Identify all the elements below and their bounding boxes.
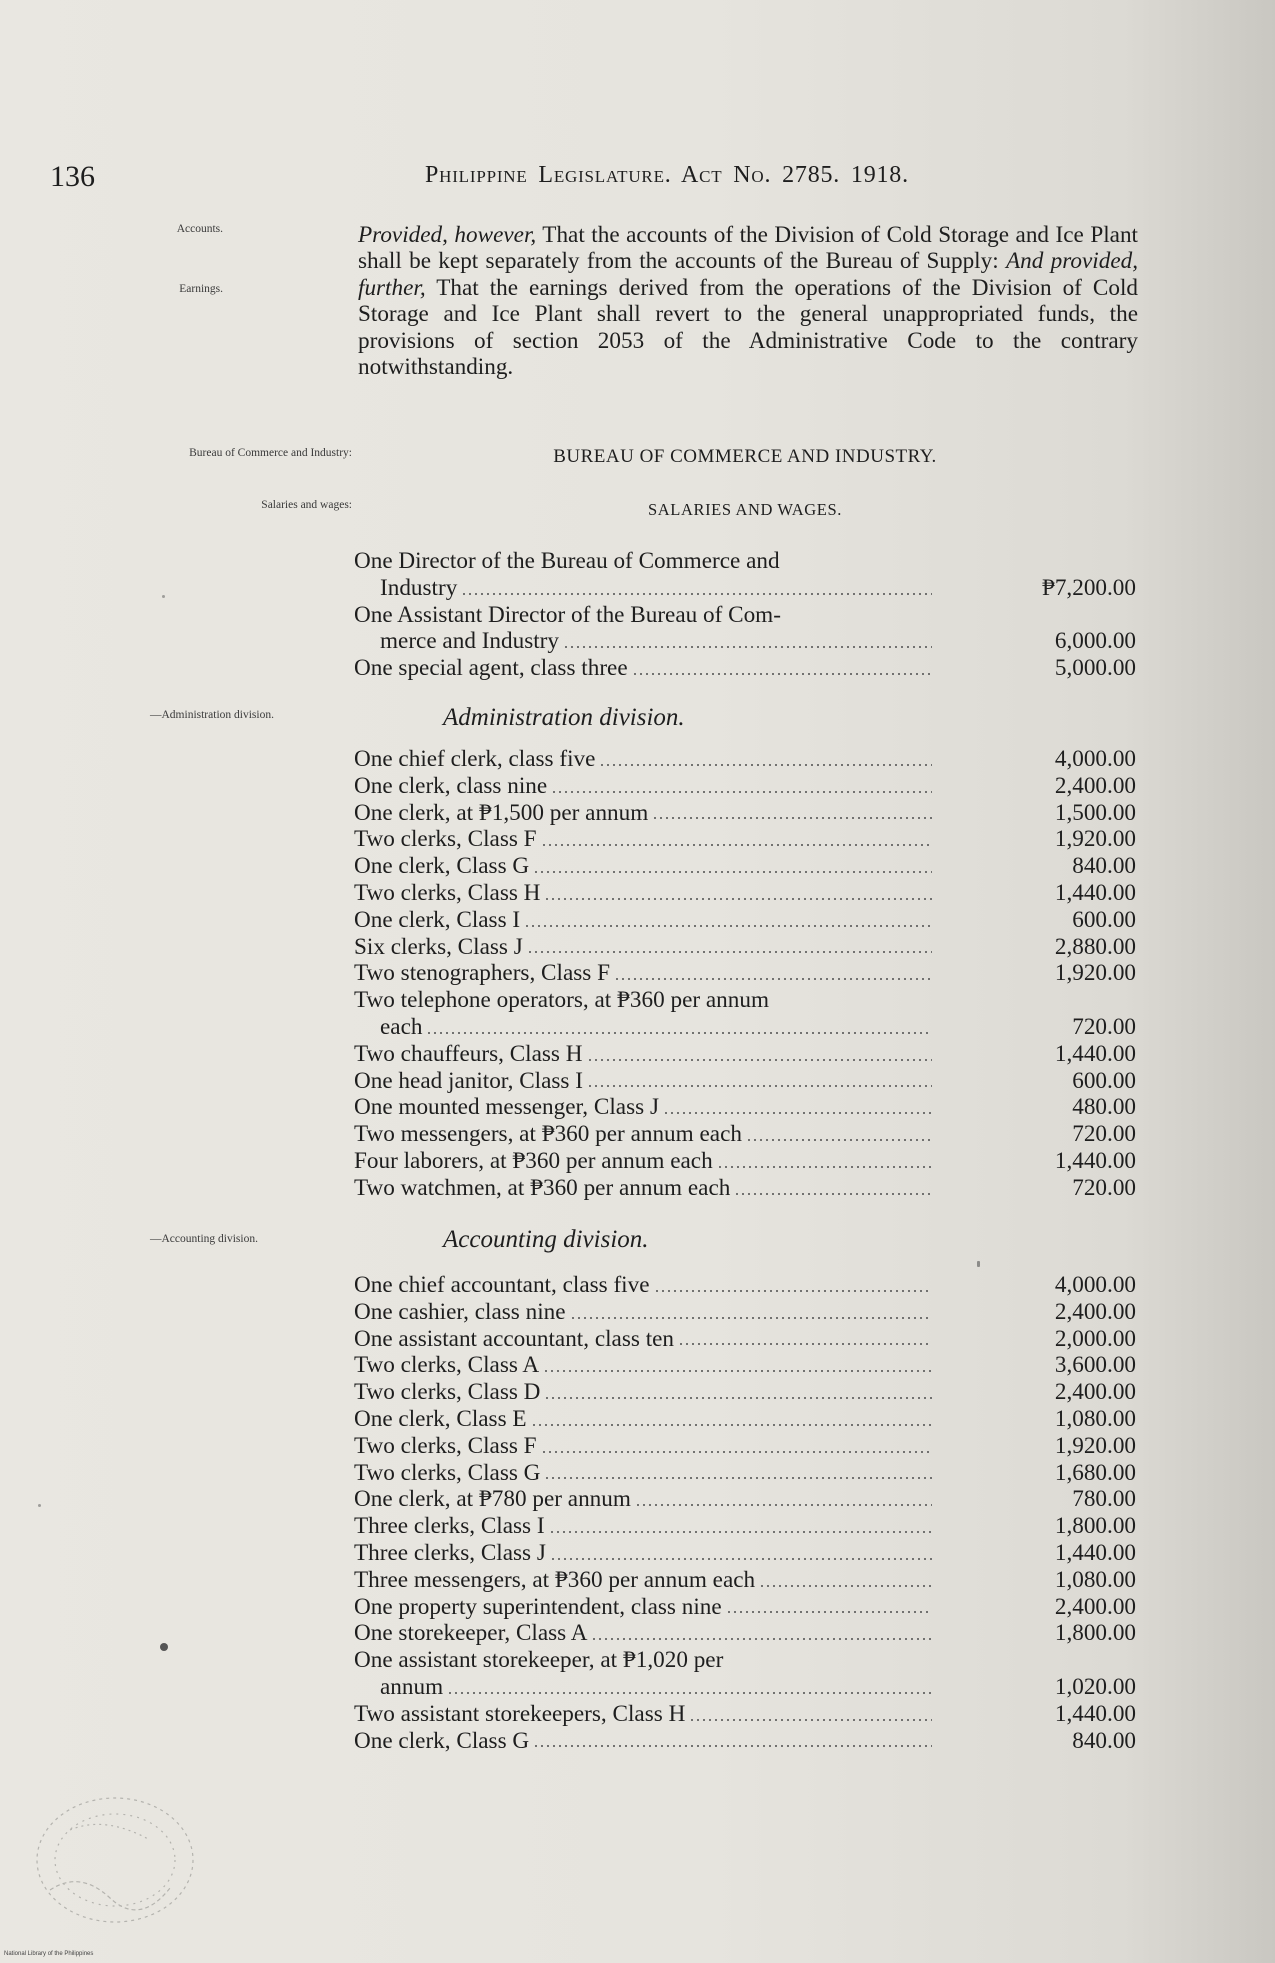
dot-leader: [543, 1368, 932, 1374]
dot-leader: [533, 1743, 932, 1749]
line-item-description: [354, 1094, 932, 1121]
line-item-amount: 1,500.00: [1054, 799, 1136, 826]
line-item-amount: 1,920.00: [1054, 1432, 1136, 1459]
margin-note-accounts: Accounts.: [176, 223, 223, 235]
dot-leader: [447, 1690, 932, 1696]
line-item: [354, 1728, 1136, 1755]
dot-leader: [541, 1449, 932, 1455]
accounting-items-list: [354, 1272, 1136, 1754]
line-item-amount: 1,440.00: [1054, 1040, 1136, 1067]
line-item-description: [354, 1379, 932, 1406]
line-item-amount: ₱7,200.00: [1041, 574, 1136, 601]
source-footer: National Library of the Philippines: [4, 1951, 94, 1957]
line-item: [354, 960, 1136, 987]
description-line-1: One clerk, class nine: [354, 773, 547, 800]
dot-leader: [717, 1164, 932, 1170]
description-line-2: merce and Industry: [354, 628, 559, 655]
line-item-description: [354, 826, 932, 853]
dot-leader: [544, 896, 932, 902]
line-item: [354, 773, 1136, 800]
line-item-amount: 2,000.00: [1054, 1325, 1136, 1352]
line-item: [354, 1175, 1136, 1202]
margin-note-accounting: —Accounting division.: [150, 1233, 258, 1245]
line-item-amount: 1,080.00: [1054, 1566, 1136, 1593]
line-item: [354, 1647, 1136, 1701]
dot-leader: [544, 1395, 932, 1401]
admin-division-title: Administration division.: [443, 704, 685, 731]
ink-speck: [160, 1643, 168, 1651]
description-line-1: One clerk, at ₱1,500 per annum: [354, 800, 648, 827]
line-item-amount: 600.00: [1072, 1067, 1136, 1094]
line-item-description: [354, 800, 932, 827]
line-item-amount: 780.00: [1072, 1486, 1136, 1513]
line-item-amount: 1,440.00: [1054, 1539, 1136, 1566]
line-item-amount: 720.00: [1072, 1121, 1136, 1148]
line-item: [354, 1486, 1136, 1513]
admin-items-list: [354, 746, 1136, 1202]
description-line-1: Two clerks, Class D: [354, 1379, 540, 1406]
line-item-description: [354, 1272, 932, 1299]
line-item-amount: 3,600.00: [1054, 1352, 1136, 1379]
line-item: [354, 1272, 1136, 1299]
line-item: [354, 602, 1136, 656]
line-item-amount: 2,880.00: [1054, 933, 1136, 960]
line-item-amount: 2,400.00: [1054, 1379, 1136, 1406]
dot-leader: [550, 1556, 932, 1562]
dot-leader: [635, 1502, 932, 1508]
line-item-description: [354, 1175, 932, 1202]
line-item: [354, 1094, 1136, 1121]
line-item-description: [354, 1728, 932, 1755]
margin-note-salaries: Salaries and wages:: [261, 499, 352, 511]
margin-note-bureau: Bureau of Commerce and Industry:: [189, 447, 352, 459]
line-item: [354, 1513, 1136, 1540]
line-item-description: [354, 1299, 932, 1326]
proviso-paragraph: [358, 222, 1138, 380]
dot-leader: [746, 1137, 932, 1143]
line-item-amount: 1,440.00: [1054, 1147, 1136, 1174]
proviso-text-2: That the earnings derived from the operations of the Division of Cold Storage and Ice Plant shall revert to the general unappropriated funds, the provisions of section 2053 of the Administrative Code to the contrary notwithstanding.: [358, 274, 1138, 381]
line-item-description: [354, 1326, 932, 1353]
description-line-1: Three clerks, Class J: [354, 1540, 546, 1567]
line-item: [354, 655, 1136, 682]
description-line-1: Two clerks, Class G: [354, 1460, 540, 1487]
description-line-1: Two clerks, Class A: [354, 1352, 539, 1379]
line-item-description: [354, 1540, 932, 1567]
dot-leader: [678, 1341, 932, 1347]
dot-leader: [759, 1583, 932, 1589]
margin-note-admin: —Administration division.: [150, 709, 274, 721]
line-item: [354, 826, 1136, 853]
line-item-description: [354, 960, 932, 987]
line-item: [354, 1433, 1136, 1460]
line-item-amount: 1,920.00: [1054, 960, 1136, 987]
line-item-amount: 1,020.00: [1054, 1673, 1136, 1700]
description-line-1: One Director of the Bureau of Commerce and: [354, 548, 780, 574]
line-item: [354, 1567, 1136, 1594]
line-item-amount: 480.00: [1072, 1094, 1136, 1121]
ink-speck: [977, 1261, 980, 1267]
description-line-1: Two assistant storekeepers, Class H: [354, 1701, 685, 1728]
line-item: [354, 1701, 1136, 1728]
accounting-division-title: Accounting division.: [443, 1226, 649, 1253]
line-item-description: [354, 1352, 932, 1379]
dot-leader: [426, 1030, 932, 1036]
description-line-1: Two clerks, Class F: [354, 826, 537, 853]
description-line-1: Two stenographers, Class F: [354, 960, 610, 987]
dot-leader: [689, 1717, 932, 1723]
description-line-1: One assistant accountant, class ten: [354, 1326, 674, 1353]
description-line-1: One assistant storekeeper, at ₱1,020 per: [354, 1647, 724, 1674]
dot-leader: [533, 869, 932, 875]
line-item-description: [354, 1567, 932, 1594]
line-item-description: [354, 1121, 932, 1148]
line-item-amount: 2,400.00: [1054, 772, 1136, 799]
dot-leader: [591, 1636, 932, 1642]
description-line-1: One special agent, class three: [354, 655, 628, 682]
line-item: [354, 934, 1136, 961]
line-item: [354, 1326, 1136, 1353]
line-item-description: [354, 1594, 932, 1621]
running-title: Philippine Legislature. Act No. 2785. 1918.: [425, 162, 909, 188]
line-item-description: [354, 1068, 932, 1095]
dot-leader: [654, 1288, 932, 1294]
margin-note-earnings: Earnings.: [179, 283, 223, 295]
line-item-description: [354, 1433, 932, 1460]
description-line-1: Two chauffeurs, Class H: [354, 1041, 583, 1068]
line-item-description: [354, 1148, 932, 1175]
line-item-amount: 6,000.00: [1054, 628, 1136, 655]
description-line-1: One mounted messenger, Class J: [354, 1094, 659, 1121]
description-line-1: Three messengers, at ₱360 per annum each: [354, 1567, 755, 1594]
dot-leader: [549, 1529, 932, 1535]
line-item: [354, 907, 1136, 934]
description-line-2: Industry: [354, 575, 457, 602]
line-item: [354, 1460, 1136, 1487]
dot-leader: [563, 644, 932, 650]
line-item: [354, 1299, 1136, 1326]
line-item-description: [354, 880, 932, 907]
dot-leader: [587, 1083, 932, 1089]
description-line-1: Four laborers, at ₱360 per annum each: [354, 1148, 713, 1175]
line-item-description: [354, 548, 932, 602]
line-item-amount: 720.00: [1072, 1174, 1136, 1201]
line-item-description: [354, 934, 932, 961]
line-item: [354, 1068, 1136, 1095]
proviso-italic-1: Provided, however,: [358, 222, 537, 248]
description-line-1: One clerk, Class E: [354, 1406, 527, 1433]
line-item: [354, 987, 1136, 1041]
line-item-description: [354, 1620, 932, 1647]
dot-leader: [599, 762, 932, 768]
line-item-amount: 2,400.00: [1054, 1593, 1136, 1620]
dot-leader: [570, 1315, 932, 1321]
ink-speck: [162, 595, 165, 598]
description-line-1: Three clerks, Class I: [354, 1513, 545, 1540]
dot-leader: [652, 815, 932, 821]
line-item-description: [354, 907, 932, 934]
line-item-description: [354, 1513, 932, 1540]
dot-leader: [544, 1475, 932, 1481]
description-line-1: One chief accountant, class five: [354, 1272, 650, 1299]
line-item-amount: 1,440.00: [1054, 879, 1136, 906]
line-item: [354, 1352, 1136, 1379]
line-item: [354, 1406, 1136, 1433]
description-line-1: Two messengers, at ₱360 per annum each: [354, 1121, 742, 1148]
line-item-amount: 1,080.00: [1054, 1405, 1136, 1432]
line-item-amount: 840.00: [1072, 853, 1136, 880]
line-item: [354, 1620, 1136, 1647]
line-item-amount: 1,680.00: [1054, 1459, 1136, 1486]
library-stamp-image: [10, 1770, 210, 1940]
dot-leader: [734, 1191, 932, 1197]
description-line-2: each: [354, 1014, 422, 1041]
line-item-amount: 4,000.00: [1054, 746, 1136, 772]
line-item-amount: 1,800.00: [1054, 1513, 1136, 1540]
description-line-1: One property superintendent, class nine: [354, 1594, 722, 1621]
line-item-description: [354, 773, 932, 800]
line-item: [354, 1121, 1136, 1148]
line-item-description: [354, 1406, 932, 1433]
description-line-1: One storekeeper, Class A: [354, 1620, 587, 1647]
line-item: [354, 1540, 1136, 1567]
line-item-description: [354, 1647, 932, 1701]
description-line-1: Six clerks, Class J: [354, 934, 523, 961]
line-item-amount: 600.00: [1072, 906, 1136, 933]
line-item: [354, 1594, 1136, 1621]
description-line-1: Two clerks, Class H: [354, 880, 540, 907]
description-line-1: One cashier, class nine: [354, 1299, 566, 1326]
line-item: [354, 1379, 1136, 1406]
dot-leader: [587, 1057, 933, 1063]
line-item-description: [354, 1041, 932, 1068]
line-item-description: [354, 1460, 932, 1487]
proviso-italic-2: And provided, further,: [358, 248, 1138, 301]
dot-leader: [461, 591, 932, 597]
line-item: [354, 880, 1136, 907]
dot-leader: [551, 789, 932, 795]
bureau-heading: BUREAU OF COMMERCE AND INDUSTRY.: [553, 446, 937, 467]
description-line-1: Two watchmen, at ₱360 per annum each: [354, 1175, 730, 1202]
line-item-description: [354, 655, 932, 682]
line-item: [354, 548, 1136, 602]
dot-leader: [726, 1609, 932, 1615]
salaries-heading: SALARIES AND WAGES.: [648, 500, 842, 519]
description-line-2: annum: [354, 1674, 443, 1701]
line-item: [354, 800, 1136, 827]
line-item-description: [354, 987, 932, 1041]
line-item: [354, 853, 1136, 880]
line-item-amount: 1,800.00: [1054, 1620, 1136, 1647]
line-item-amount: 2,400.00: [1054, 1298, 1136, 1325]
line-item: [354, 1148, 1136, 1175]
line-item-amount: 840.00: [1072, 1727, 1136, 1754]
line-item-description: [354, 746, 932, 773]
description-line-1: One Assistant Director of the Bureau of Com-: [354, 601, 781, 628]
line-item-description: [354, 853, 932, 880]
proviso-text-1: That the accounts of the Division of Cold Storage and Ice Plant shall be kept separately from the accounts of the Bureau of Supply:: [358, 222, 1138, 275]
line-item-description: [354, 602, 932, 656]
description-line-1: Two telephone operators, at ₱360 per annum: [354, 987, 769, 1014]
description-line-1: One clerk, at ₱780 per annum: [354, 1486, 631, 1513]
line-item-amount: 1,920.00: [1054, 826, 1136, 853]
line-item-amount: 5,000.00: [1054, 655, 1136, 682]
description-line-1: One chief clerk, class five: [354, 746, 595, 773]
dot-leader: [531, 1422, 932, 1428]
line-item-amount: 1,440.00: [1054, 1700, 1136, 1727]
description-line-1: One clerk, Class I: [354, 907, 520, 934]
ink-speck: [38, 1504, 41, 1507]
description-line-1: One clerk, Class G: [354, 853, 529, 880]
description-line-1: Two clerks, Class F: [354, 1433, 537, 1460]
line-item: [354, 746, 1136, 773]
dot-leader: [663, 1110, 932, 1116]
description-line-1: One clerk, Class G: [354, 1728, 529, 1755]
dot-leader: [614, 976, 932, 982]
line-item-amount: 4,000.00: [1054, 1272, 1136, 1298]
description-line-1: One head janitor, Class I: [354, 1068, 583, 1095]
top-items-list: [354, 548, 1136, 682]
dot-leader: [524, 923, 932, 929]
line-item: [354, 1041, 1136, 1068]
dot-leader: [632, 671, 932, 677]
line-item-description: [354, 1486, 932, 1513]
page-number: 136: [50, 160, 95, 193]
dot-leader: [527, 949, 932, 955]
dot-leader: [541, 842, 932, 848]
line-item-amount: 720.00: [1072, 1013, 1136, 1040]
line-item-description: [354, 1701, 932, 1728]
